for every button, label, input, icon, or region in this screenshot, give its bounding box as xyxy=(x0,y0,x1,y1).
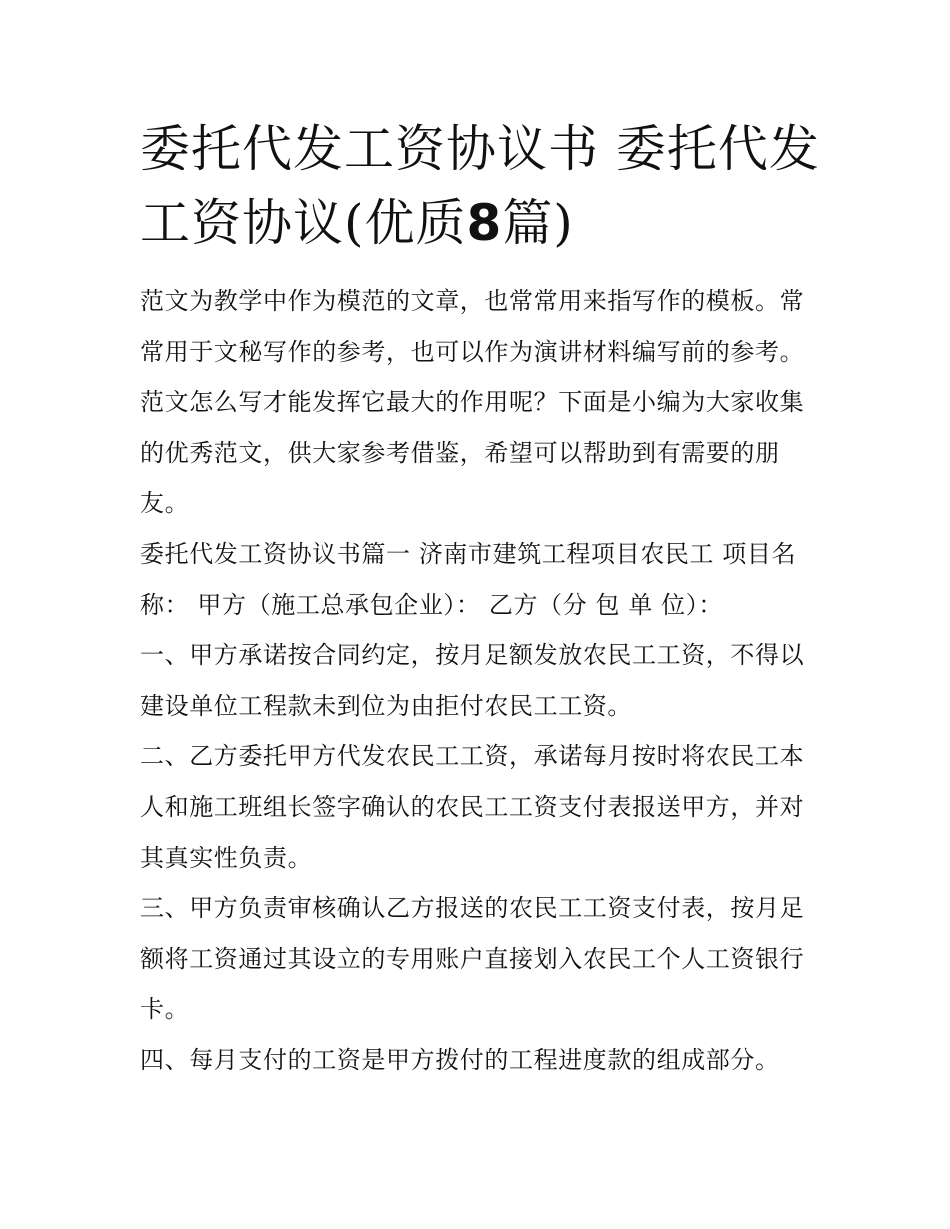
clause-3-paragraph: 三、甲方负责审核确认乙方报送的农民工工资支付表，按月足额将工资通过其设立的专用账户直接划入农民工个人工资银行卡。 xyxy=(140,894,805,1024)
clause-2-paragraph: 二、乙方委托甲方代发农民工工资，承诺每月按时将农民工本人和施工班组长签字确认的农民工工资支付表报送甲方，并对其真实性负责。 xyxy=(140,742,805,872)
document-title xyxy=(140,112,820,260)
agreement-header-paragraph: 委托代发工资协议书篇一 济南市建筑工程项目农民工 项目名称： 甲方（施工总承包企业）： 乙方（分 包 单 位）： xyxy=(140,539,797,619)
clause-4-paragraph: 四、每月支付的工资是甲方拨付的工程进度款的组成部分。 xyxy=(140,1045,780,1074)
intro-paragraph: 范文为教学中作为模范的文章，也常常用来指写作的模板。常常用于文秘写作的参考，也可以作为演讲材料编写前的参考。范文怎么写才能发挥它最大的作用呢？下面是小编为大家收集的优秀范文，供大家参考借鉴，希望可以帮助到有需要的朋友。 xyxy=(140,287,805,518)
clause-1-paragraph: 一、甲方承诺按合同约定，按月足额发放农民工工资，不得以建设单位工程款未到位为由拒付农民工工资。 xyxy=(140,641,805,720)
document-body xyxy=(140,276,820,1086)
title-number: 8 xyxy=(466,194,503,252)
title-text-end: 篇) xyxy=(502,194,574,252)
title-text: 委托代发工资协议书 委托代发工资协议(优质 xyxy=(140,120,820,252)
